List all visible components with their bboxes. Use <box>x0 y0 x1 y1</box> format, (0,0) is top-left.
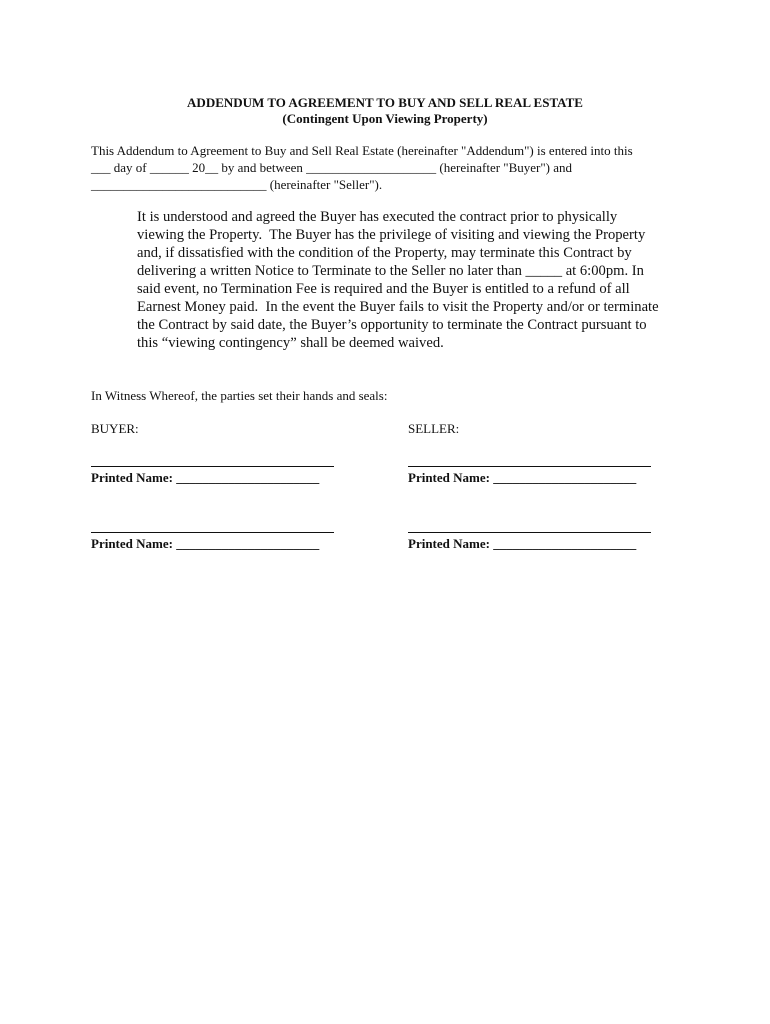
paragraph-line: and, if dissatisfied with the condition of the Property, may terminate this Contract by <box>137 245 632 261</box>
seller-signature-line[interactable] <box>408 466 651 467</box>
buyer-label: BUYER: <box>91 421 139 436</box>
paragraph-line: viewing the Property. The Buyer has the privilege of visiting and viewing the Property <box>137 227 646 243</box>
intro-line: ___________________________ (hereinafter "Seller"). <box>91 177 383 192</box>
seller-printed-name[interactable]: Printed Name: ______________________ <box>408 470 637 485</box>
seller-signature-line[interactable] <box>408 532 651 533</box>
paragraph-line: said event, no Termination Fee is required and the Buyer is entitled to a refund of all <box>137 281 630 297</box>
document-title: ADDENDUM TO AGREEMENT TO BUY AND SELL REAL ESTATE <box>187 95 583 110</box>
contingency-paragraph <box>137 208 697 352</box>
paragraph-line: this “viewing contingency” shall be deemed waived. <box>137 335 444 351</box>
buyer-printed-name[interactable]: Printed Name: ______________________ <box>91 470 320 485</box>
document-subtitle: (Contingent Upon Viewing Property) <box>282 111 488 126</box>
intro-paragraph <box>91 142 691 193</box>
buyer-signature-line[interactable] <box>91 466 334 467</box>
intro-line: ___ day of ______ 20__ by and between ____________________ (hereinafter "Buyer") and <box>91 160 573 175</box>
seller-label: SELLER: <box>408 421 460 436</box>
buyer-printed-name[interactable]: Printed Name: ______________________ <box>91 536 320 551</box>
paragraph-line: delivering a written Notice to Terminate to the Seller no later than _____ at 6:00pm. In <box>137 263 644 279</box>
witness-statement: In Witness Whereof, the parties set their hands and seals: <box>91 388 388 403</box>
paragraph-line: It is understood and agreed the Buyer has executed the contract prior to physically <box>137 209 618 225</box>
paragraph-line: Earnest Money paid. In the event the Buyer fails to visit the Property and/or or terminate <box>137 299 659 315</box>
buyer-signature-line[interactable] <box>91 532 334 533</box>
seller-printed-name[interactable]: Printed Name: ______________________ <box>408 536 637 551</box>
paragraph-line: the Contract by said date, the Buyer’s opportunity to terminate the Contract pursuant to <box>137 317 647 333</box>
intro-line: This Addendum to Agreement to Buy and Sell Real Estate (hereinafter "Addendum") is entered into this <box>91 143 633 158</box>
